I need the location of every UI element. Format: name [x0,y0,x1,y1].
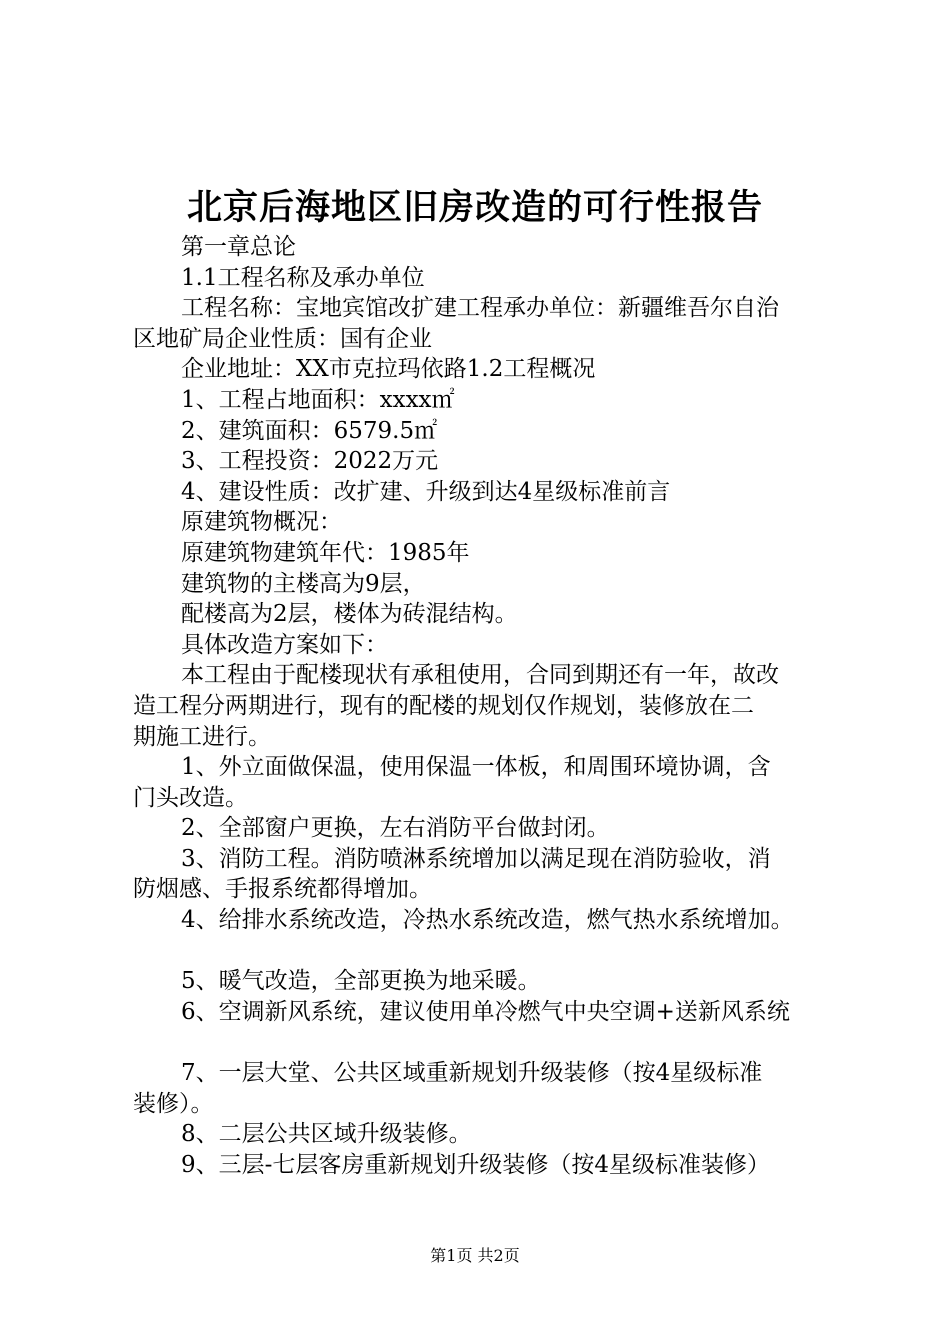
document-body [133,232,838,1180]
text-line: 1.1工程名称及承办单位 [181,264,425,291]
text-line: 7、一层大堂、公共区域重新规划升级装修（按4星级标准 [181,1060,763,1087]
text-line: 原建筑物建筑年代：1985年 [181,539,470,566]
text-line: 企业地址：XX市克拉玛依路1.2工程概况 [181,356,596,383]
text-line: 防烟感、手报系统都得增加。 [133,876,432,903]
text-line: 3、消防工程。消防喷淋系统增加以满足现在消防验收，消 [181,845,771,872]
text-line: 1、工程占地面积：xxxx㎡ [181,386,455,413]
text-line: 第一章总论 [181,234,296,260]
text-line: 门头改造。 [133,784,248,811]
text-line [133,936,838,967]
text-line: 造工程分两期进行，现有的配楼的规划仅作规划，装修放在二 [133,692,754,719]
text-line: 配楼高为2层，楼体为砖混结构。 [181,601,518,628]
page-footer: 第1页 共2页 [430,1246,520,1265]
text-line: 具体改造方案如下： [181,631,388,658]
text-line: 2、建筑面积：6579.5㎡ [181,417,438,444]
text-line: 期施工进行。 [133,723,271,750]
text-line: 装修）。 [133,1090,214,1117]
text-line: 工程名称：宝地宾馆改扩建工程承办单位：新疆维吾尔自治 [181,295,779,322]
text-line: 4、建设性质：改扩建、升级到达4星级标准前言 [181,478,671,505]
text-line: 3、工程投资：2022万元 [181,448,439,475]
text-line [133,1027,838,1058]
text-line: 1、外立面做保温，使用保温一体板，和周围环境协调，含 [181,754,771,781]
text-line: 6、空调新风系统，建议使用单冷燃气中央空调+送新风系统 [181,998,790,1025]
text-line: 9、三层-七层客房重新规划升级装修（按4星级标准装修） [181,1151,771,1178]
text-line: 4、给排水系统改造，冷热水系统改造，燃气热水系统增加。 [181,907,794,934]
text-line: 区地矿局企业性质：国有企业 [133,325,432,352]
text-line: 2、全部窗户更换，左右消防平台做封闭。 [181,815,610,842]
text-line: 原建筑物概况： [181,509,342,536]
document-title: 北京后海地区旧房改造的可行性报告 [186,187,763,228]
text-line: 5、暖气改造，全部更换为地采暖。 [181,968,541,995]
text-line: 8、二层公共区域升级装修。 [181,1121,472,1148]
text-line: 建筑物的主楼高为9层， [181,570,426,597]
text-line: 本工程由于配楼现状有承租使用，合同到期还有一年，故改 [181,662,779,689]
